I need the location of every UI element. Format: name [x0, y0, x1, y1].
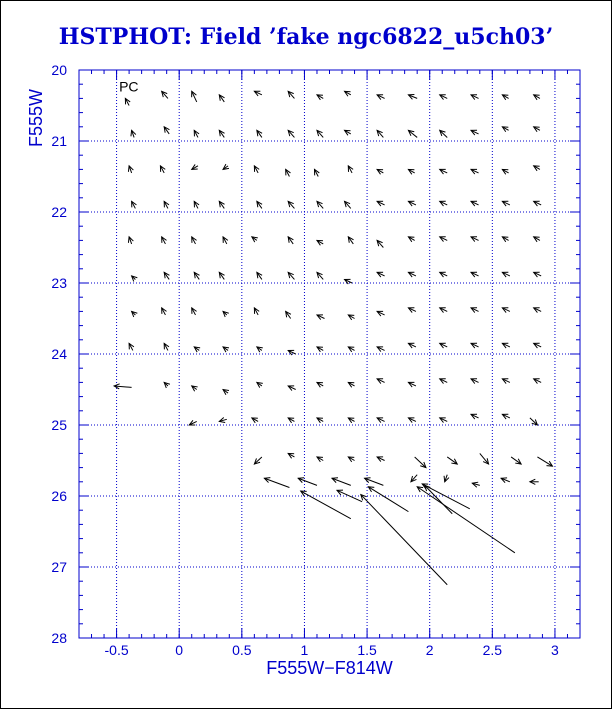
vector-arrow — [440, 237, 448, 242]
vector-arrow — [440, 95, 448, 100]
vector-arrow — [471, 169, 479, 174]
vector-shaft — [537, 457, 552, 466]
vector-arrow — [219, 95, 224, 102]
vector-arrow — [440, 343, 448, 348]
vector-arrow — [286, 311, 291, 318]
y-tick-label: 25 — [51, 417, 67, 433]
vector-arrow — [471, 201, 479, 206]
vector-arrow — [502, 308, 510, 313]
vector-arrow — [471, 414, 479, 419]
vector-arrow — [471, 130, 479, 135]
vector-arrow — [408, 201, 416, 206]
y-tick-label: 28 — [51, 630, 67, 646]
vector-arrow — [288, 130, 294, 137]
vector-arrow — [252, 418, 258, 423]
vector-arrow — [257, 272, 262, 279]
vector-arrow — [348, 347, 354, 352]
vector-arrow — [471, 237, 479, 242]
vector-arrow — [254, 308, 259, 315]
vector-arrow — [317, 130, 323, 137]
vector-arrow — [317, 418, 323, 423]
vectors — [114, 91, 552, 585]
vector-shaft — [368, 487, 408, 512]
y-tick-label: 21 — [51, 133, 67, 149]
x-tick-label: -0.5 — [104, 642, 129, 658]
vector-arrow — [440, 418, 448, 423]
y-tick-label: 24 — [51, 346, 67, 362]
vector-arrow — [288, 453, 294, 458]
y-tick-label: 26 — [51, 488, 67, 504]
vector-arrow — [440, 379, 448, 384]
grid-lines — [79, 70, 580, 638]
vector-arrow — [194, 347, 200, 352]
vector-arrow — [129, 343, 134, 350]
x-tick-label: 1 — [300, 642, 309, 658]
vector-shaft — [264, 478, 289, 487]
vector-arrow — [377, 418, 385, 423]
vector-arrow — [534, 308, 542, 313]
vector-arrow — [408, 418, 416, 423]
vector-arrow — [264, 478, 289, 488]
vector-arrow — [537, 457, 552, 466]
vector-arrow — [314, 169, 319, 176]
vector-arrow — [257, 382, 263, 387]
vector-arrow — [219, 272, 224, 279]
vector-shaft — [361, 495, 447, 585]
vector-arrow — [160, 166, 165, 173]
vector-arrow — [502, 379, 510, 384]
vector-arrow — [317, 272, 323, 279]
vector-arrow — [415, 457, 426, 468]
vector-arrow — [257, 201, 262, 208]
vector-arrow — [471, 308, 479, 313]
vector-arrow — [348, 315, 354, 320]
vector-arrow — [534, 343, 542, 348]
vector-arrow — [192, 91, 197, 102]
vector-arrow — [317, 457, 323, 462]
vector-arrow — [286, 169, 291, 176]
vector-arrow — [377, 379, 385, 384]
vector-arrow — [377, 240, 383, 247]
y-tick-label: 22 — [51, 204, 67, 220]
vector-arrow — [164, 343, 169, 350]
vector-arrow — [252, 237, 258, 242]
vector-arrow — [162, 308, 167, 315]
vector-arrow — [534, 127, 540, 132]
vector-arrow — [502, 343, 510, 348]
vector-arrow — [254, 457, 262, 464]
vector-arrow — [254, 166, 259, 173]
vector-arrow — [534, 237, 540, 242]
vector-arrow — [502, 414, 510, 419]
vector-arrow — [164, 272, 169, 279]
vector-arrow — [440, 308, 448, 313]
vector-arrow — [425, 485, 453, 513]
vector-arrow — [417, 487, 515, 553]
x-tick-label: 1.5 — [357, 642, 377, 658]
vector-arrow — [345, 91, 351, 96]
vector-arrow — [377, 201, 385, 206]
vector-arrow — [162, 91, 168, 98]
vector-shaft — [425, 485, 453, 513]
vector-arrow — [128, 166, 133, 173]
vector-arrow — [192, 386, 198, 391]
vector-arrow — [348, 457, 354, 462]
vector-shaft — [417, 487, 515, 553]
vector-arrow — [219, 201, 224, 208]
vector-arrow — [440, 201, 448, 206]
vector-arrow — [345, 279, 353, 284]
vector-arrow — [128, 237, 133, 244]
y-tick-label: 23 — [51, 275, 67, 291]
vector-arrow — [408, 237, 414, 242]
vector-arrow — [219, 130, 224, 137]
vector-arrow — [471, 95, 479, 100]
vector-arrow — [288, 272, 294, 279]
vector-arrow — [377, 169, 383, 174]
vector-arrow — [131, 130, 136, 137]
vector-arrow — [408, 343, 416, 348]
chart-title: HSTPHOT: Field ’fake ngc6822_u5ch03’ — [58, 24, 554, 50]
vector-arrow — [377, 130, 383, 137]
vector-arrow — [534, 379, 542, 384]
vector-arrow — [502, 201, 510, 206]
vector-arrow — [444, 475, 449, 482]
vector-arrow — [254, 91, 262, 96]
vector-arrow — [194, 201, 199, 208]
y-tick-label: 27 — [51, 559, 67, 575]
vector-arrow — [408, 169, 414, 174]
vector-arrow — [502, 95, 508, 100]
vector-arrow — [502, 127, 508, 132]
vector-arrow — [348, 418, 354, 423]
vector-arrow — [317, 347, 323, 352]
vector-arrow — [348, 382, 354, 387]
vector-arrow — [317, 201, 323, 208]
vector-arrow — [164, 382, 170, 388]
vector-arrow — [471, 343, 479, 348]
vector-arrow — [162, 237, 167, 244]
vector-arrow — [317, 240, 323, 245]
vector-arrow — [317, 382, 323, 387]
vector-arrow — [368, 487, 408, 512]
vector-arrow — [288, 418, 294, 423]
vector-arrow — [301, 491, 351, 519]
vector-arrow — [223, 237, 228, 244]
vector-arrow — [408, 272, 416, 277]
vector-arrow — [125, 98, 130, 105]
x-tick-label: 0 — [175, 642, 184, 658]
vector-arrow — [471, 379, 479, 384]
vector-arrow — [194, 130, 199, 137]
vector-arrow — [189, 420, 197, 425]
vector-arrow — [440, 272, 448, 277]
vector-arrow — [502, 237, 508, 242]
x-axis-label: F555W−F814W — [266, 658, 393, 678]
vector-arrow — [317, 95, 323, 100]
vector-arrow — [288, 237, 293, 244]
vector-arrow — [377, 311, 385, 316]
vector-arrow — [440, 130, 448, 137]
vector-arrow — [192, 237, 197, 244]
vector-arrow — [408, 130, 417, 137]
vector-arrow — [502, 169, 508, 174]
vector-arrow — [480, 453, 489, 464]
vector-arrow — [440, 169, 448, 174]
vector-arrow — [471, 272, 479, 277]
x-tick-label: 0.5 — [232, 642, 252, 658]
x-tick-label: 2.5 — [482, 642, 503, 658]
annotation-pc: PC — [119, 78, 139, 95]
vector-arrow — [317, 315, 325, 320]
vector-arrow — [377, 272, 385, 277]
vector-shaft — [301, 491, 351, 519]
x-tick-label: 3 — [551, 642, 559, 658]
vector-arrow — [298, 478, 317, 486]
vector-head — [546, 461, 552, 466]
vector-arrow — [192, 164, 198, 169]
y-axis-label: F555W — [26, 88, 46, 148]
vector-arrow — [377, 95, 385, 100]
vector-arrow — [377, 457, 385, 462]
vector-arrow — [194, 272, 199, 279]
vector-arrow — [530, 418, 538, 425]
vector-arrow — [348, 237, 353, 244]
vector-arrow — [223, 390, 229, 395]
vector-arrow — [257, 347, 263, 352]
vector-arrow — [501, 478, 510, 483]
vector-arrow — [332, 478, 351, 486]
vector-arrow — [502, 272, 510, 277]
vector-arrow — [345, 201, 351, 208]
vector-arrow — [361, 495, 447, 585]
tick-labels — [51, 62, 559, 658]
vector-arrow — [345, 130, 351, 135]
vector-arrow — [132, 311, 138, 317]
vector-arrow — [219, 417, 227, 422]
vector-arrow — [534, 272, 542, 277]
vector-arrow — [192, 308, 197, 315]
vector-arrow — [447, 457, 457, 464]
vector-arrow — [288, 386, 296, 391]
vector-arrow — [132, 201, 137, 208]
vector-arrow — [408, 382, 416, 387]
vector-arrow — [223, 164, 229, 169]
vector-arrow — [257, 130, 262, 137]
vector-arrow — [472, 482, 480, 487]
x-tick-label: 2 — [425, 642, 434, 658]
vector-arrow — [288, 201, 294, 208]
vector-arrow — [408, 94, 417, 99]
vector-arrow — [530, 479, 539, 484]
vector-arrow — [348, 166, 353, 173]
vector-arrow — [534, 166, 540, 171]
vector-arrow — [164, 127, 169, 134]
vector-arrow — [223, 311, 229, 317]
vector-arrow — [164, 201, 169, 208]
y-tick-label: 20 — [51, 62, 67, 78]
vector-arrow — [534, 201, 542, 206]
vector-arrow — [408, 308, 416, 313]
vector-arrow — [132, 276, 138, 282]
vector-head — [368, 487, 374, 492]
vector-arrow — [411, 475, 417, 482]
vector-arrow — [377, 347, 385, 352]
vector-arrow — [288, 91, 294, 98]
vector-arrow — [223, 347, 229, 352]
vector-arrow — [534, 95, 540, 100]
vector-arrow — [511, 457, 521, 464]
